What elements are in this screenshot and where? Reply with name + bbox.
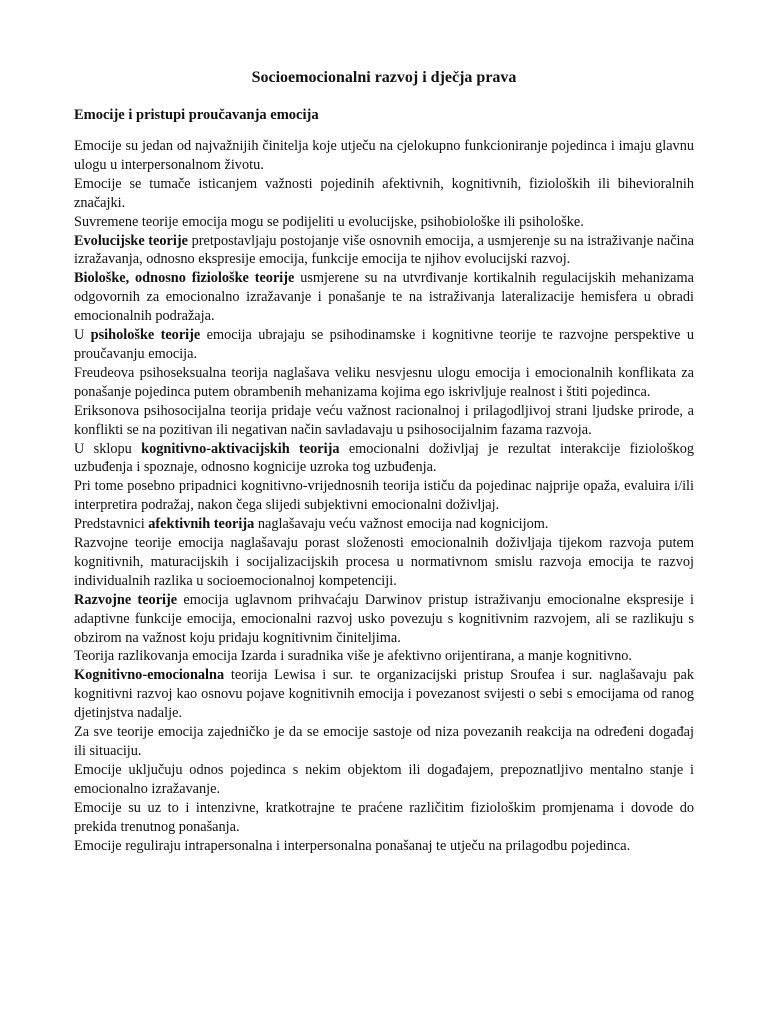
term-afektivne: afektivnih teorija [148,516,255,533]
paragraph-psiholoske: U psihološke teorije emocija ubrajaju se psihodinamske i kognitivne teorije te razvojne perspektive u proučavanju emocija. [74,327,694,362]
paragraph-afektivne: Predstavnici afektivnih teorija naglašavaju veću važnost emocija nad kognicijom. [74,516,549,533]
section-heading: Emocije i pristupi proučavanja emocija [74,107,319,123]
paragraph-1: Emocije su jedan od najvažnijih činitelja koje utječu na cjelokupno funkcioniranje pojedinca i imaju glavnu ulogu u interpersonalnom životu. [74,138,694,173]
paragraph-bioloske: Biološke, odnosno fiziološke teorije usmjerene su na utvrđivanje kortikalnih regulacijskih mehanizama odgovornih za emocionalno izražavanje i ponašanje te na istraživanja lateralizacije hemisfera u obradi emocionalnih podražaja. [74,270,694,325]
paragraph-erikson: Eriksonova psihosocijalna teorija pridaje veću važnost racionalnoj i prilagodljivoj strani ljudske prirode, a konflikti se na pozitivan ili negativan način savladavaju u psihosocijalnim fazama razvoja. [74,402,694,438]
document-title: Socioemocionalni razvoj i dječja prava [251,69,517,86]
paragraph-intenzivne: Emocije su uz to i intenzivne, kratkotrajne te praćene različitim fiziološkim promjenama i dovode do prekida trenutnog ponašanja. [74,799,694,835]
paragraph-kognitivno-aktivacijske: U sklopu kognitivno-aktivacijskih teorija emocionalni doživljaj je rezultat interakcije fiziološkog uzbuđenja i spoznaje, odnosno kognicije uzroka tog uzbuđenja. [74,440,694,476]
term-bioloske: Biološke, odnosno fiziološke teorije [74,270,295,287]
paragraph-2: Emocije se tumače isticanjem važnosti pojedinih afektivnih, kognitivnih, fizioloških ili bihevioralnih značajki. [74,175,694,211]
paragraph-reguliraju: Emocije reguliraju intrapersonalna i interpersonalna ponašanaj te utječu na prilagodbu pojedinca. [74,837,631,854]
term-kognitivno-aktivacijske: kognitivno-aktivacijskih teorija [141,440,340,457]
paragraph-3: Suvremene teorije emocija mogu se podijeliti u evolucijske, psihobiološke ili psihološke. [74,213,584,230]
paragraph-ukljucuju: Emocije uključuju odnos pojedinca s nekim objektom ili događajem, prepoznatljivo mentalno stanje i emocionalno izražavanje. [74,761,694,797]
paragraph-zajednicko: Za sve teorije emocija zajedničko je da se emocije sastoje od niza povezanih reakcija na određeni događaj ili situaciju. [74,724,694,759]
paragraph-freud: Freudeova psihoseksualna teorija naglašava veliku nesvjesnu ulogu emocija i emocionalnih konflikata za ponašanje pojedinca putem obrambenih mehanizama kojima ego iskrivljuje realnost i štiti pojedinca. [74,364,694,400]
paragraph-evolucijske: Evolucijske teorije pretpostavljaju postojanje više osnovnih emocija, a usmjerenje su na istraživanje načina izražavanja, odnosno ekspresije emocija, funkcije emocija te njihov evolucijski razvoj. [74,232,695,268]
paragraph-kognitivno-emocionalna: Kognitivno-emocionalna teorija Lewisa i sur. te organizacijski pristup Sroufea i sur. naglašavaju pak kognitivni razvoj kao osnovu pojave kognitivnih emocija i povezanost svijesti o sebi s emocijama od ranog djetinjstva nadalje. [74,667,694,722]
paragraph-izard: Teorija razlikovanja emocija Izarda i suradnika više je afektivno orijentirana, a manje kognitivno. [74,648,632,665]
paragraph-kognitivno-vrijednosne: Pri tome posebno pripadnici kognitivno-vrijednosnih teorija ističu da pojedinac najprije opaža, evaluira i/ili interpretira podražaj, nakon čega slijedi subjektivni emocionalni doživljaj. [74,478,694,514]
paragraph-razvojne-1: Razvojne teorije emocija naglašavaju porast složenosti emocionalnih doživljaja tijekom razvoja putem kognitivnih, maturacijskih i socijalizacijskih procesa u normativnom smislu razvoja emocija te razvoj individualnih razlika u socioemocionalnoj kompetenciji. [74,535,694,589]
term-razvojne: Razvojne teorije [74,591,178,608]
term-evolucijske: Evolucijske teorije [74,232,188,249]
term-kognitivno-emocionalna: Kognitivno-emocionalna [74,667,225,684]
term-psiholoske: psihološke teorije [90,327,201,344]
paragraph-razvojne-2: Razvojne teorije emocija uglavnom prihvaćaju Darwinov pristup istraživanju emocionalne ekspresije i adaptivne funkcije emocija, emocionalni razvoj usko povezuju s kognitivnim razvojem, ali se razlikuju s obzirom na važnost koju pridaju kognitivnim činiteljima. [74,591,694,646]
